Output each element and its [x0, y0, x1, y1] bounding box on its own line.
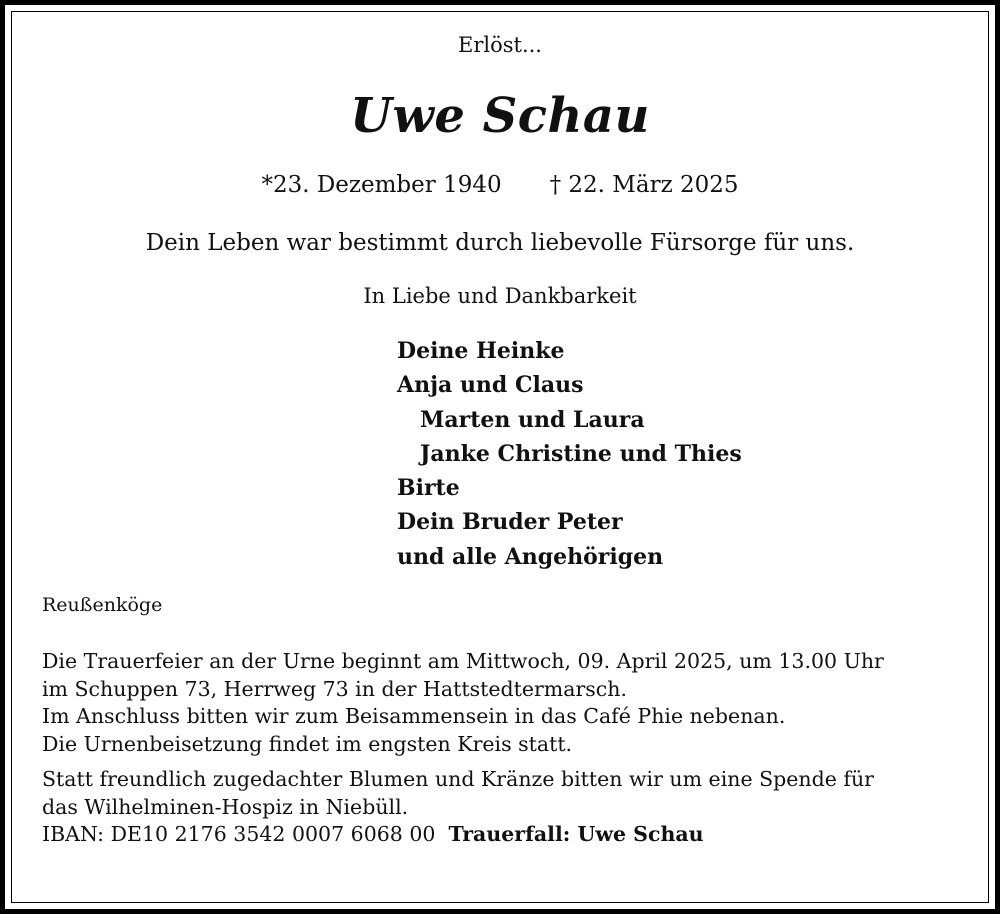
- family-member: Marten und Laura: [420, 406, 645, 433]
- family-member: Dein Bruder Peter: [397, 509, 623, 536]
- donation-reference: Trauerfall: Uwe Schau: [448, 822, 704, 846]
- donation-line: das Wilhelminen-Hospiz in Niebüll.: [42, 794, 409, 819]
- deceased-name: Uwe Schau: [350, 88, 650, 144]
- closing-phrase: In Liebe und Dankbarkeit: [363, 284, 637, 308]
- family-member: Deine Heinke: [397, 338, 565, 364]
- intro-text: Erlöst...: [458, 33, 542, 57]
- ceremony-line: Die Urnenbeisetzung findet im engsten Kreis statt.: [42, 731, 573, 756]
- family-member: und alle Angehörigen: [397, 543, 664, 570]
- life-dates: [0, 172, 1000, 198]
- ceremony-line: Im Anschluss bitten wir zum Beisammensein in das Café Phie nebenan.: [42, 704, 786, 728]
- death-date: † 22. März 2025: [549, 172, 739, 198]
- family-member: Janke Christine und Thies: [420, 440, 742, 467]
- motto: Dein Leben war bestimmt durch liebevolle Fürsorge für uns.: [145, 230, 855, 256]
- ceremony-line: Die Trauerfeier an der Urne beginnt am Mittwoch, 09. April 2025, um 13.00 Uhr: [42, 649, 884, 673]
- family-list: [397, 334, 742, 574]
- ceremony-info: [42, 648, 972, 849]
- family-member: Anja und Claus: [397, 372, 584, 399]
- place-name: Reußenköge: [42, 594, 163, 616]
- iban: IBAN: DE10 2176 3542 0007 6068 00: [42, 822, 436, 846]
- bank-details: [42, 821, 972, 849]
- donation-line: Statt freundlich zugedachter Blumen und Kränze bitten wir um eine Spende für: [42, 767, 874, 791]
- family-member: Birte: [397, 475, 460, 502]
- ceremony-line: im Schuppen 73, Herrweg 73 in der Hattstedtermarsch.: [42, 676, 627, 701]
- birth-date: *23. Dezember 1940: [261, 172, 502, 198]
